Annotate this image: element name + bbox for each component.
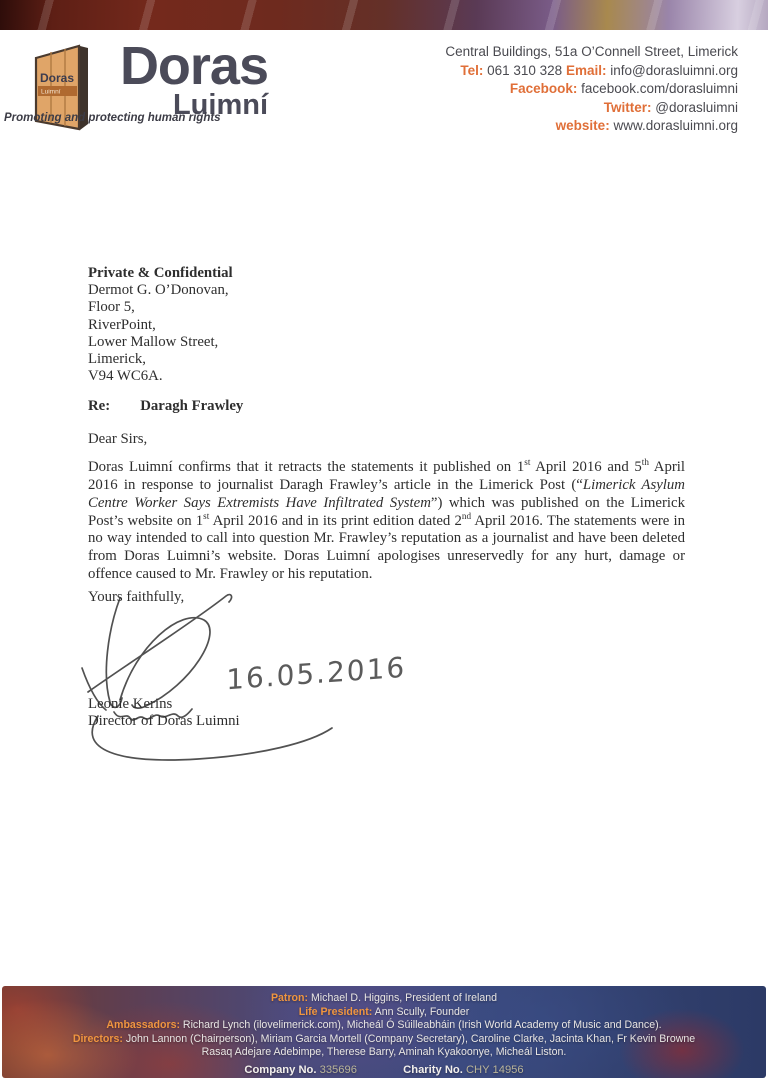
company-number-value: 335696 (319, 1063, 357, 1076)
website-label: website: (555, 118, 610, 133)
tel-label: Tel: (460, 62, 484, 78)
svg-text:Doras: Doras (40, 71, 75, 85)
logo-title: Doras (119, 36, 268, 96)
logo-tagline: Promoting and protecting human rights (4, 112, 221, 124)
footer-directors-line-2: Rasaq Adejare Adebimpe, Therese Barry, Aminah Kyakoonye, Micheál Liston. (201, 1046, 567, 1059)
signatory-block (88, 696, 240, 730)
footer-patron-line (2, 992, 766, 1006)
body-paragraph: Doras Luimní confirms that it retracts the statements it published on 1st April 2016 and 5th April 2016 in response to journalist Daragh Frawley’s article in the Limerick Post (“Limerick Asylum Centre Worker Says Extremists Have Infiltrated System”) which was published on the Limerick Post’s website on 1st April 2016 and in its print edition dated 2nd April 2016. The statements were in no way intended to call into question Mr. Frawley’s reputation as a journalist and have been deleted from Doras Luimni’s website. Doras Luimní apologises unreservedly for any hurt, damage or offence caused to Mr. Frawley or his reputation. (88, 456, 686, 583)
signatory-name: Leonie Kerins (88, 696, 173, 712)
footer-company-line (2, 1064, 766, 1078)
confidential-heading: Private & Confidential (88, 265, 233, 281)
footer-ambassadors-line (2, 1019, 766, 1033)
recipient-line: RiverPoint, (88, 316, 156, 333)
charity-number-value: CHY 14956 (465, 1063, 524, 1076)
recipient-line: Dermot G. O’Donovan, (88, 282, 229, 299)
recipient-line: V94 WC6A. (88, 368, 163, 385)
closing: Yours faithfully, (88, 589, 185, 606)
contact-tel-email-line (318, 62, 738, 81)
logo-wordmark (100, 36, 268, 121)
signatory-title: Director of Doras Luimni (88, 713, 240, 730)
contact-facebook-line (318, 80, 738, 99)
patron-text: Michael D. Higgins, President of Ireland (308, 992, 498, 1004)
twitter-value: @dorasluimni (655, 99, 738, 115)
website-value: www.dorasluimni.org (613, 118, 738, 133)
re-line (88, 398, 685, 415)
life-president-text: Ann Scully, Founder (372, 1005, 470, 1018)
recipient-line: Limerick, (88, 351, 146, 368)
footer-life-president-line (2, 1006, 766, 1020)
directors-label: Directors: (72, 1032, 123, 1045)
contact-twitter-line (318, 99, 738, 118)
charity-number-label: Charity No. (403, 1063, 463, 1076)
handwritten-date: 16.05.2016 (226, 650, 407, 697)
contact-block (318, 43, 738, 136)
facebook-value: facebook.com/dorasluimni (581, 81, 738, 96)
contact-address: Central Buildings, 51a O’Connell Street, Limerick (445, 44, 738, 59)
recipient-line: Lower Mallow Street, (88, 333, 219, 350)
facebook-label: Facebook: (509, 81, 578, 96)
ambassadors-label: Ambassadors: (106, 1019, 180, 1032)
contact-website-line (318, 117, 738, 136)
top-decorative-banner (0, 0, 768, 30)
footer-banner (2, 986, 766, 1078)
life-president-label: Life President: (298, 1005, 373, 1018)
letter-body (88, 265, 685, 606)
svg-text:Luimní: Luimní (41, 88, 61, 96)
ambassadors-text: Richard Lynch (ilovelimerick.com), Micheál Ó Súilleabháin (Irish World Academy of Music and Dance). (179, 1019, 662, 1032)
logo-subtitle: Luimní (172, 89, 268, 121)
tel-value: 061 310 328 (487, 62, 563, 78)
recipient-line: Floor 5, (88, 299, 135, 316)
company-number-label: Company No. (244, 1063, 317, 1076)
re-label: Re: (88, 398, 111, 415)
patron-label: Patron: (270, 992, 309, 1004)
email-label: Email: (565, 62, 607, 78)
salutation: Dear Sirs, (88, 430, 148, 447)
twitter-label: Twitter: (603, 99, 652, 115)
email-value: info@dorasluimni.org (610, 62, 738, 78)
directors-text: John Lannon (Chairperson), Miriam Garcia Mortell (Company Secretary), Caroline Clarke, Jacinta Khan, Fr Kevin Browne (122, 1032, 696, 1045)
footer-directors-line (2, 1033, 766, 1047)
re-subject: Daragh Frawley (140, 398, 244, 415)
